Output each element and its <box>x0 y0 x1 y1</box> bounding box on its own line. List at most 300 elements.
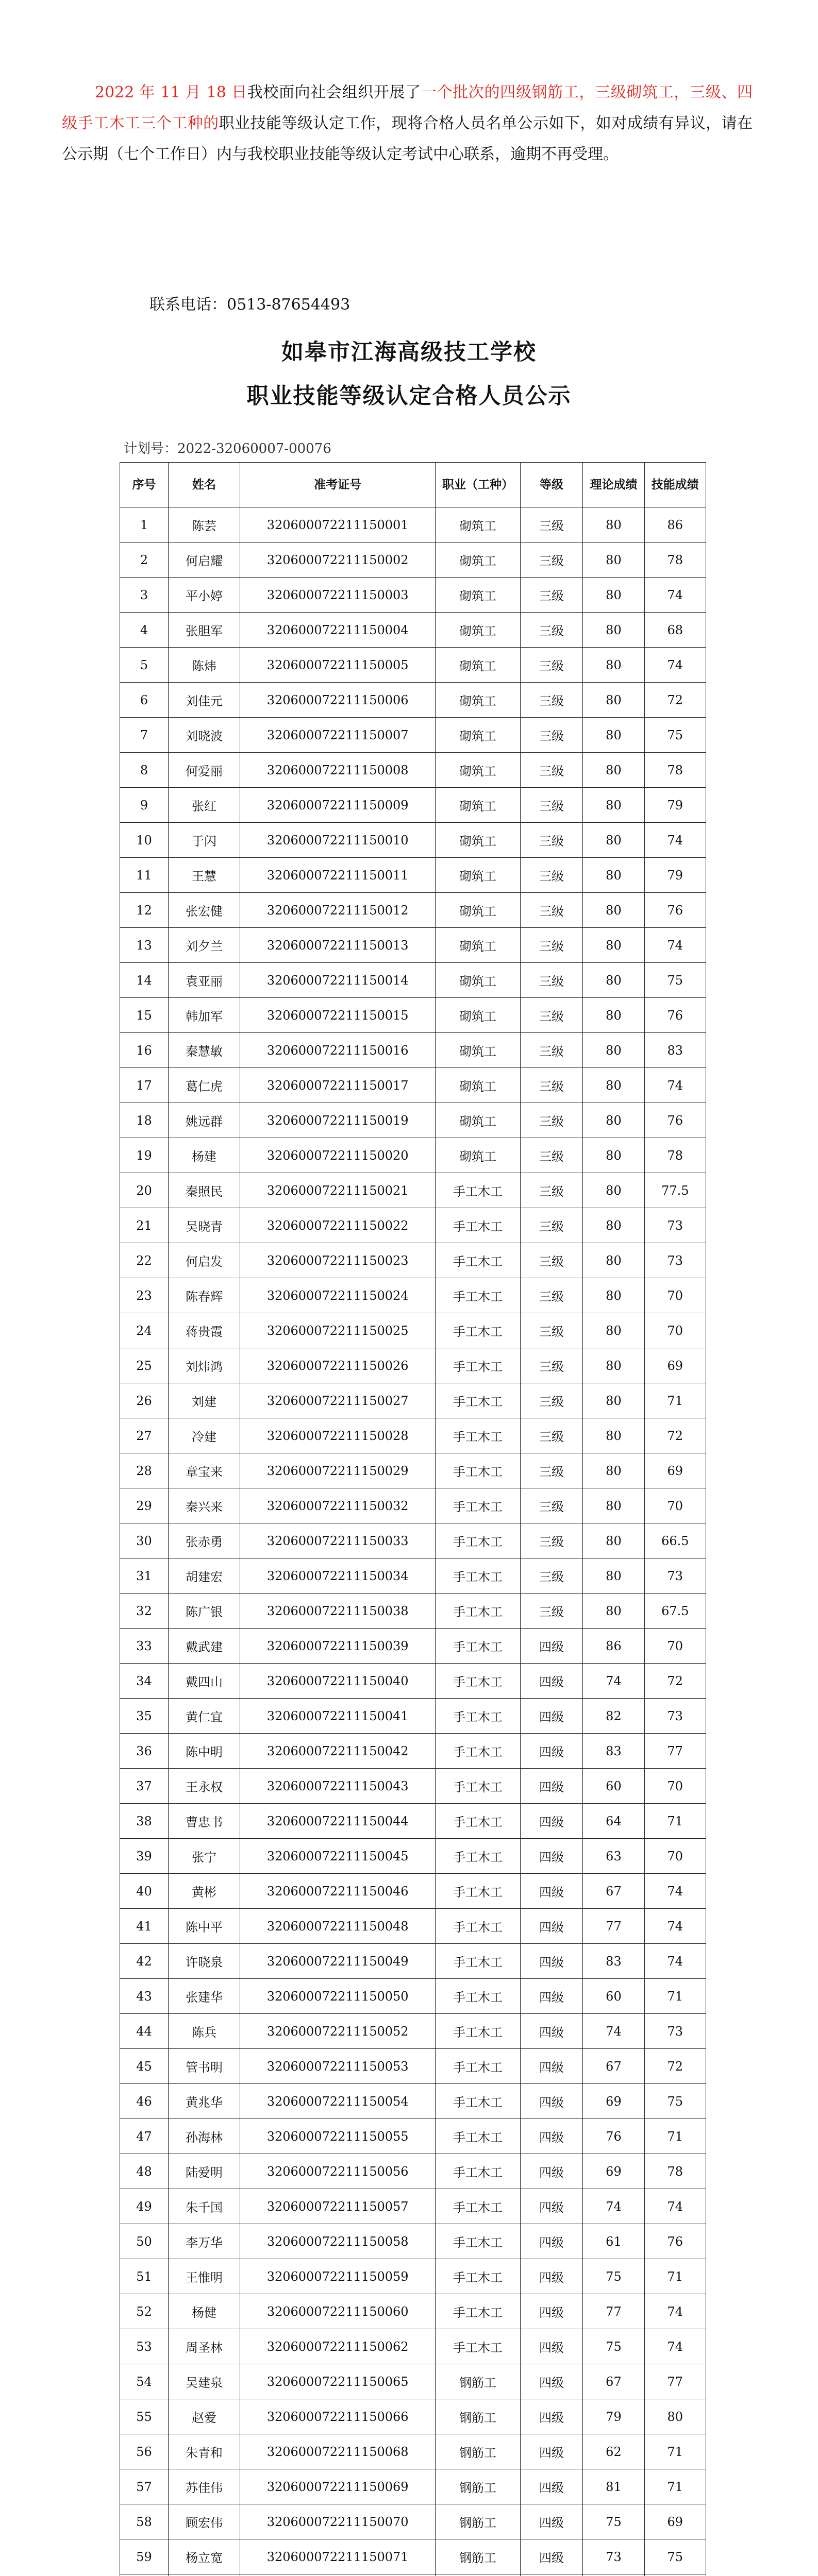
level-cell: 四级 <box>520 2364 583 2399</box>
occupation-cell: 砌筑工 <box>436 753 521 788</box>
table-row <box>120 1313 706 1348</box>
occupation-cell: 手工木工 <box>436 1208 521 1243</box>
theory-score-cell: 80 <box>583 613 644 648</box>
level-cell <box>520 2574 583 2576</box>
table-header-row <box>120 463 706 507</box>
theory-score-cell: 80 <box>583 858 644 893</box>
table-row <box>120 1138 706 1173</box>
skill-score-cell: 66.5 <box>644 1523 706 1558</box>
level-cell: 四级 <box>520 2014 583 2049</box>
table-row <box>120 788 706 823</box>
name-cell: 黄仁宜 <box>168 1699 240 1734</box>
cert-no-cell: 320600072211150028 <box>240 1418 436 1453</box>
seq-cell: 15 <box>120 998 169 1033</box>
skill-score-cell: 75 <box>644 963 706 998</box>
seq-cell: 56 <box>120 2434 169 2469</box>
seq-cell: 19 <box>120 1138 169 1173</box>
table-row <box>120 2154 706 2189</box>
level-cell: 四级 <box>520 1874 583 1909</box>
occupation-cell: 手工木工 <box>436 1278 521 1313</box>
table-row <box>120 1278 706 1313</box>
level-cell: 三级 <box>520 1558 583 1594</box>
level-cell: 四级 <box>520 2504 583 2539</box>
cert-no-cell: 320600072211150002 <box>240 543 436 578</box>
name-cell: 孙海林 <box>168 2119 240 2154</box>
table-row <box>120 1068 706 1103</box>
level-cell: 三级 <box>520 613 583 648</box>
skill-score-cell: 70 <box>644 1769 706 1804</box>
skill-score-cell: 83 <box>644 1033 706 1068</box>
seq-cell: 24 <box>120 1313 169 1348</box>
occupation-cell: 手工木工 <box>436 2189 521 2224</box>
skill-score-cell: 74 <box>644 578 706 613</box>
occupation-cell <box>436 2574 521 2576</box>
skill-score-cell: 71 <box>644 1383 706 1418</box>
name-cell: 黄兆华 <box>168 2084 240 2119</box>
cert-no-cell: 320600072211150019 <box>240 1103 436 1138</box>
name-cell: 陈中平 <box>168 1909 240 1944</box>
cert-no-cell: 320600072211150010 <box>240 823 436 858</box>
cert-no-cell: 320600072211150059 <box>240 2259 436 2294</box>
skill-score-cell: 67.5 <box>644 1594 706 1629</box>
notice-text-1: 我校面向社会组织开展了 <box>247 83 421 101</box>
theory-score-cell: 62 <box>583 2434 644 2469</box>
theory-score-cell: 80 <box>583 578 644 613</box>
level-cell: 四级 <box>520 2189 583 2224</box>
skill-score-cell: 75 <box>644 718 706 753</box>
theory-score-cell: 80 <box>583 1033 644 1068</box>
skill-score-cell: 74 <box>644 823 706 858</box>
occupation-cell: 手工木工 <box>436 1594 521 1629</box>
cert-no-cell: 320600072211150033 <box>240 1523 436 1558</box>
name-cell: 朱千国 <box>168 2189 240 2224</box>
occupation-cell: 手工木工 <box>436 2224 521 2259</box>
level-cell: 四级 <box>520 2469 583 2504</box>
skill-score-cell: 78 <box>644 1138 706 1173</box>
theory-score-cell: 80 <box>583 1173 644 1208</box>
name-cell: 戴四山 <box>168 1664 240 1699</box>
level-cell: 三级 <box>520 1418 583 1453</box>
theory-score-cell: 69 <box>583 2084 644 2119</box>
seq-cell: 14 <box>120 963 169 998</box>
skill-score-cell: 73 <box>644 1208 706 1243</box>
cert-no-cell: 320600072211150068 <box>240 2434 436 2469</box>
occupation-cell: 手工木工 <box>436 1348 521 1383</box>
occupation-cell: 砌筑工 <box>436 613 521 648</box>
name-cell: 曹忠书 <box>168 1804 240 1839</box>
name-cell: 杨建 <box>168 1138 240 1173</box>
cert-no-cell: 320600072211150050 <box>240 1979 436 2014</box>
seq-cell: 39 <box>120 1839 169 1874</box>
cert-no-cell: 320600072211150011 <box>240 858 436 893</box>
name-cell: 张建华 <box>168 1979 240 2014</box>
name-cell: 秦兴来 <box>168 1488 240 1523</box>
seq-cell: 18 <box>120 1103 169 1138</box>
name-cell: 刘建 <box>168 1383 240 1418</box>
name-cell: 王慧 <box>168 858 240 893</box>
name-cell: 张胆军 <box>168 613 240 648</box>
theory-score-cell: 80 <box>583 1523 644 1558</box>
level-cell: 三级 <box>520 1068 583 1103</box>
level-cell: 四级 <box>520 1629 583 1664</box>
cert-no-cell: 320600072211150070 <box>240 2504 436 2539</box>
seq-cell: 13 <box>120 928 169 963</box>
cert-no-cell: 320600072211150069 <box>240 2469 436 2504</box>
theory-score-cell: 80 <box>583 893 644 928</box>
cert-no-cell: 320600072211150017 <box>240 1068 436 1103</box>
level-cell: 三级 <box>520 1033 583 1068</box>
seq-cell: 5 <box>120 648 169 683</box>
theory-score-cell: 80 <box>583 1594 644 1629</box>
occupation-cell: 砌筑工 <box>436 543 521 578</box>
skill-score-cell: 74 <box>644 1874 706 1909</box>
cert-no-cell: 320600072211150052 <box>240 2014 436 2049</box>
table-row <box>120 2399 706 2434</box>
cert-no-cell: 320600072211150016 <box>240 1033 436 1068</box>
name-cell: 陈炜 <box>168 648 240 683</box>
table-row <box>120 928 706 963</box>
name-cell: 秦照民 <box>168 1173 240 1208</box>
table-row <box>120 1033 706 1068</box>
occupation-cell: 砌筑工 <box>436 928 521 963</box>
table-row <box>120 1348 706 1383</box>
contact-label: 联系电话： <box>149 296 227 314</box>
cert-no-cell: 320600072211150062 <box>240 2329 436 2364</box>
theory-score-cell: 80 <box>583 753 644 788</box>
skill-score-cell: 74 <box>644 2329 706 2364</box>
name-cell: 赵爱 <box>168 2399 240 2434</box>
table-row <box>120 1243 706 1278</box>
skill-score-cell: 72 <box>644 1418 706 1453</box>
table-row <box>120 2574 706 2576</box>
skill-score-cell: 70 <box>644 1488 706 1523</box>
name-cell: 平小婷 <box>168 578 240 613</box>
occupation-cell: 砌筑工 <box>436 718 521 753</box>
seq-cell: 6 <box>120 683 169 718</box>
skill-score-cell: 72 <box>644 683 706 718</box>
name-cell: 陆爱明 <box>168 2154 240 2189</box>
occupation-cell: 手工木工 <box>436 2329 521 2364</box>
level-cell: 三级 <box>520 1313 583 1348</box>
level-cell: 四级 <box>520 2224 583 2259</box>
name-cell: 刘夕兰 <box>168 928 240 963</box>
name-cell: 何启发 <box>168 1243 240 1278</box>
theory-score-cell: 80 <box>583 718 644 753</box>
table-row <box>120 613 706 648</box>
table-row <box>120 2469 706 2504</box>
name-cell: 陈广银 <box>168 1594 240 1629</box>
table-row <box>120 2434 706 2469</box>
cert-no-cell: 320600072211150055 <box>240 2119 436 2154</box>
seq-cell: 11 <box>120 858 169 893</box>
table-row <box>120 1594 706 1629</box>
skill-score-cell: 71 <box>644 2434 706 2469</box>
seq-cell: 46 <box>120 2084 169 2119</box>
level-cell: 三级 <box>520 718 583 753</box>
theory-score-cell: 80 <box>583 1278 644 1313</box>
theory-score-cell: 67 <box>583 2364 644 2399</box>
name-cell: 黄彬 <box>168 1874 240 1909</box>
cert-no-cell: 320600072211150041 <box>240 1699 436 1734</box>
skill-score-cell: 74 <box>644 648 706 683</box>
theory-score-cell: 67 <box>583 1874 644 1909</box>
occupation-cell: 砌筑工 <box>436 893 521 928</box>
level-cell: 四级 <box>520 2434 583 2469</box>
level-cell: 四级 <box>520 2259 583 2294</box>
skill-score-cell: 74 <box>644 1909 706 1944</box>
name-cell: 葛仁虎 <box>168 1068 240 1103</box>
cert-no-cell: 320600072211150034 <box>240 1558 436 1594</box>
level-cell: 三级 <box>520 858 583 893</box>
name-cell: 张宏健 <box>168 893 240 928</box>
skill-score-cell: 77.5 <box>644 1173 706 1208</box>
level-cell: 三级 <box>520 1453 583 1488</box>
seq-cell: 29 <box>120 1488 169 1523</box>
occupation-cell: 钢筋工 <box>436 2364 521 2399</box>
seq-cell: 42 <box>120 1944 169 1979</box>
skill-score-cell: 72 <box>644 2049 706 2084</box>
header-cert-no: 准考证号 <box>240 463 436 507</box>
table-row <box>120 1804 706 1839</box>
cert-no-cell: 320600072211150026 <box>240 1348 436 1383</box>
level-cell: 三级 <box>520 1138 583 1173</box>
cert-no-cell: 320600072211150005 <box>240 648 436 683</box>
occupation-cell: 手工木工 <box>436 1418 521 1453</box>
cert-no-cell: 320600072211150039 <box>240 1629 436 1664</box>
skill-score-cell: 79 <box>644 788 706 823</box>
level-cell: 三级 <box>520 1243 583 1278</box>
school-title: 如皋市江海高级技工学校 <box>281 340 537 365</box>
name-cell: 吴建泉 <box>168 2364 240 2399</box>
name-cell: 张赤勇 <box>168 1523 240 1558</box>
occupation-cell: 手工木工 <box>436 2119 521 2154</box>
theory-score-cell: 60 <box>583 1769 644 1804</box>
skill-score-cell: 70 <box>644 1278 706 1313</box>
roster-table <box>120 462 706 2576</box>
occupation-cell: 手工木工 <box>436 2014 521 2049</box>
theory-score-cell: 80 <box>583 683 644 718</box>
level-cell: 三级 <box>520 543 583 578</box>
header-skill-score: 技能成绩 <box>644 463 706 507</box>
notice-date: 2022 年 11 月 18 日 <box>95 83 247 101</box>
skill-score-cell: 76 <box>644 998 706 1033</box>
table-row <box>120 1734 706 1769</box>
theory-score-cell: 80 <box>583 1488 644 1523</box>
skill-score-cell: 77 <box>644 1734 706 1769</box>
cert-no-cell <box>240 2574 436 2576</box>
seq-cell: 27 <box>120 1418 169 1453</box>
occupation-cell: 手工木工 <box>436 1383 521 1418</box>
theory-score-cell: 80 <box>583 998 644 1033</box>
theory-score-cell: 80 <box>583 507 644 543</box>
theory-score-cell: 79 <box>583 2399 644 2434</box>
notice-text-2: 职业技能等级认定工作，现将合格人员名单公示如下，如对成绩有异议，请在公示期（七个工作日）内与我校职业技能等级认定考试中心联系，逾期不再受理。 <box>62 114 753 163</box>
skill-score-cell: 78 <box>644 753 706 788</box>
occupation-cell: 砌筑工 <box>436 578 521 613</box>
level-cell: 三级 <box>520 893 583 928</box>
skill-score-cell: 80 <box>644 2399 706 2434</box>
seq-cell: 1 <box>120 507 169 543</box>
table-row <box>120 2224 706 2259</box>
cert-no-cell: 320600072211150020 <box>240 1138 436 1173</box>
table-row <box>120 1699 706 1734</box>
occupation-cell: 砌筑工 <box>436 507 521 543</box>
name-cell: 于闪 <box>168 823 240 858</box>
cert-no-cell: 320600072211150053 <box>240 2049 436 2084</box>
occupation-cell: 手工木工 <box>436 1629 521 1664</box>
table-row <box>120 1944 706 1979</box>
table-row <box>120 1418 706 1453</box>
seq-cell: 2 <box>120 543 169 578</box>
skill-score-cell: 74 <box>644 1944 706 1979</box>
theory-score-cell: 61 <box>583 2224 644 2259</box>
level-cell: 三级 <box>520 1383 583 1418</box>
seq-cell: 44 <box>120 2014 169 2049</box>
cert-no-cell: 320600072211150057 <box>240 2189 436 2224</box>
theory-score-cell: 80 <box>583 1453 644 1488</box>
occupation-cell: 砌筑工 <box>436 1068 521 1103</box>
level-cell: 四级 <box>520 2399 583 2434</box>
name-cell: 胡建宏 <box>168 1558 240 1594</box>
name-cell: 张红 <box>168 788 240 823</box>
cert-no-cell: 320600072211150042 <box>240 1734 436 1769</box>
table-row <box>120 1664 706 1699</box>
seq-cell: 52 <box>120 2294 169 2329</box>
header-occupation: 职业（工种） <box>436 463 521 507</box>
seq-cell: 40 <box>120 1874 169 1909</box>
occupation-cell: 砌筑工 <box>436 858 521 893</box>
occupation-cell: 手工木工 <box>436 1979 521 2014</box>
seq-cell: 58 <box>120 2504 169 2539</box>
occupation-cell: 手工木工 <box>436 1699 521 1734</box>
skill-score-cell: 70 <box>644 1629 706 1664</box>
name-cell: 陈兵 <box>168 2014 240 2049</box>
theory-score-cell: 74 <box>583 2014 644 2049</box>
table-row <box>120 2189 706 2224</box>
plan-number: 计划号：2022-32060007-00076 <box>124 441 331 456</box>
table-row <box>120 1453 706 1488</box>
level-cell: 三级 <box>520 823 583 858</box>
cert-no-cell: 320600072211150003 <box>240 578 436 613</box>
seq-cell: 10 <box>120 823 169 858</box>
name-cell: 许晓泉 <box>168 1944 240 1979</box>
seq-cell: 38 <box>120 1804 169 1839</box>
skill-score-cell: 73 <box>644 1558 706 1594</box>
table-row <box>120 507 706 543</box>
theory-score-cell: 73 <box>583 2539 644 2574</box>
table-row <box>120 858 706 893</box>
theory-score-cell: 81 <box>583 2469 644 2504</box>
name-cell: 蒋贵霞 <box>168 1313 240 1348</box>
seq-cell: 48 <box>120 2154 169 2189</box>
level-cell: 三级 <box>520 1103 583 1138</box>
table-row <box>120 718 706 753</box>
table-row <box>120 1979 706 2014</box>
table-row <box>120 998 706 1033</box>
level-cell: 三级 <box>520 1594 583 1629</box>
occupation-cell: 手工木工 <box>436 2049 521 2084</box>
theory-score-cell <box>583 2574 644 2576</box>
skill-score-cell: 78 <box>644 2154 706 2189</box>
name-cell: 刘佳元 <box>168 683 240 718</box>
cert-no-cell: 320600072211150009 <box>240 788 436 823</box>
seq-cell: 59 <box>120 2539 169 2574</box>
name-cell: 李万华 <box>168 2224 240 2259</box>
table-row <box>120 2014 706 2049</box>
table-row <box>120 2504 706 2539</box>
name-cell: 章宝来 <box>168 1453 240 1488</box>
theory-score-cell: 80 <box>583 1243 644 1278</box>
occupation-cell: 砌筑工 <box>436 1103 521 1138</box>
cert-no-cell: 320600072211150058 <box>240 2224 436 2259</box>
occupation-cell: 手工木工 <box>436 1804 521 1839</box>
seq-cell: 3 <box>120 578 169 613</box>
level-cell: 四级 <box>520 1699 583 1734</box>
level-cell: 四级 <box>520 1839 583 1874</box>
seq-cell: 33 <box>120 1629 169 1664</box>
theory-score-cell: 80 <box>583 1383 644 1418</box>
theory-score-cell: 80 <box>583 823 644 858</box>
occupation-cell: 手工木工 <box>436 2154 521 2189</box>
skill-score-cell: 73 <box>644 1243 706 1278</box>
level-cell: 四级 <box>520 1769 583 1804</box>
name-cell: 管书明 <box>168 2049 240 2084</box>
theory-score-cell: 80 <box>583 1068 644 1103</box>
level-cell: 四级 <box>520 1979 583 2014</box>
skill-score-cell: 71 <box>644 1804 706 1839</box>
seq-cell: 36 <box>120 1734 169 1769</box>
occupation-cell: 手工木工 <box>436 1243 521 1278</box>
level-cell: 三级 <box>520 1523 583 1558</box>
seq-cell: 26 <box>120 1383 169 1418</box>
name-cell <box>168 2574 240 2576</box>
cert-no-cell: 320600072211150007 <box>240 718 436 753</box>
level-cell: 四级 <box>520 1909 583 1944</box>
level-cell: 三级 <box>520 507 583 543</box>
skill-score-cell: 78 <box>644 543 706 578</box>
seq-cell: 20 <box>120 1173 169 1208</box>
cert-no-cell: 320600072211150048 <box>240 1909 436 1944</box>
seq-cell: 53 <box>120 2329 169 2364</box>
seq-cell: 7 <box>120 718 169 753</box>
name-cell: 张宁 <box>168 1839 240 1874</box>
occupation-cell: 手工木工 <box>436 1874 521 1909</box>
cert-no-cell: 320600072211150021 <box>240 1173 436 1208</box>
theory-score-cell: 77 <box>583 1909 644 1944</box>
level-cell: 三级 <box>520 683 583 718</box>
theory-score-cell: 80 <box>583 1558 644 1594</box>
theory-score-cell: 67 <box>583 2049 644 2084</box>
cert-no-cell: 320600072211150012 <box>240 893 436 928</box>
theory-score-cell: 83 <box>583 1734 644 1769</box>
header-name: 姓名 <box>168 463 240 507</box>
occupation-cell: 砌筑工 <box>436 823 521 858</box>
name-cell: 苏佳伟 <box>168 2469 240 2504</box>
seq-cell: 35 <box>120 1699 169 1734</box>
theory-score-cell: 86 <box>583 1629 644 1664</box>
occupation-cell: 钢筋工 <box>436 2504 521 2539</box>
seq-cell: 57 <box>120 2469 169 2504</box>
skill-score-cell: 69 <box>644 1453 706 1488</box>
table-row <box>120 2049 706 2084</box>
cert-no-cell: 320600072211150045 <box>240 1839 436 1874</box>
cert-no-cell: 320600072211150060 <box>240 2294 436 2329</box>
contact-phone: 0513-87654493 <box>227 296 350 314</box>
table-row <box>120 578 706 613</box>
level-cell: 四级 <box>520 2049 583 2084</box>
skill-score-cell: 73 <box>644 2014 706 2049</box>
table-row <box>120 1173 706 1208</box>
